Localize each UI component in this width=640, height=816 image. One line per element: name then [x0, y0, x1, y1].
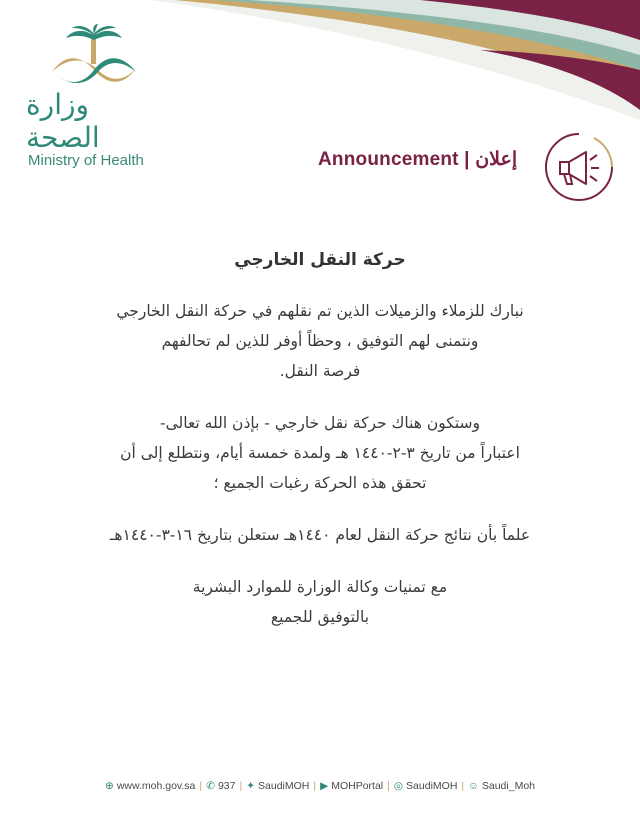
megaphone-icon	[542, 130, 616, 204]
paragraph-results-date	[40, 520, 600, 550]
footer-phone[interactable]	[206, 780, 235, 792]
footer-youtube-text: MOHPortal	[331, 780, 384, 792]
globe-icon: ⊕	[105, 780, 114, 792]
footer-website-text: www.moh.gov.sa	[116, 780, 196, 792]
footer-snapchat-text: Saudi_Moh	[481, 780, 535, 792]
footer-divider: |	[239, 780, 243, 792]
phone-icon: ✆	[206, 780, 215, 792]
logo-arabic-name: وزارة الصحة	[26, 88, 100, 154]
paragraph-line: علماً بأن نتائج حركة النقل لعام ١٤٤٠هـ ستعلن بتاريخ ١٦-٣-١٤٤٠هـ	[109, 526, 531, 544]
footer-twitter-text: SaudiMOH	[258, 780, 310, 792]
announcement-arabic: إعلان	[475, 149, 518, 170]
instagram-icon: ◎	[393, 780, 404, 792]
footer-divider: |	[199, 780, 203, 792]
footer-youtube[interactable]	[320, 780, 383, 792]
announcement-separator: |	[464, 149, 470, 170]
footer-phone-text: 937	[217, 780, 236, 792]
paragraph-line: مع تمنيات وكالة الوزارة للموارد البشرية	[192, 578, 448, 596]
footer-twitter[interactable]	[246, 780, 309, 792]
paragraph-closing	[40, 572, 600, 632]
paragraph-line: نبارك للزملاء والزميلات الذين تم نقلهم في حركة النقل الخارجي	[116, 302, 524, 320]
paragraph-line: ونتمنى لهم التوفيق ، وحظاً أوفر للذين لم تحالفهم	[161, 332, 479, 350]
paragraph-line: بالتوفيق للجميع	[270, 608, 370, 626]
snapchat-icon: ☺	[468, 780, 479, 792]
footer-divider: |	[461, 780, 465, 792]
palm-emblem-icon	[44, 24, 144, 88]
twitter-icon: ✦	[246, 780, 256, 792]
paragraph-line: وستكون هناك حركة نقل خارجي - بإذن الله تعالى-	[159, 414, 480, 432]
paragraph-line: اعتباراً من تاريخ ٣-٢-١٤٤٠ هـ ولمدة خمسة أيام، ونتطلع إلى أن	[120, 444, 520, 462]
document-title: حركة النقل الخارجي	[234, 250, 406, 270]
footer-divider: |	[387, 780, 390, 792]
paragraph-line: فرصة النقل.	[279, 362, 361, 380]
footer-contacts	[0, 780, 640, 792]
footer-divider: |	[313, 780, 317, 792]
moh-logo	[22, 24, 182, 169]
youtube-icon: ▶	[320, 780, 329, 792]
paragraph-line: تحقق هذه الحركة رغبات الجميع ؛	[213, 474, 427, 492]
announcement-body	[40, 250, 600, 654]
paragraph-congratulations	[40, 296, 600, 386]
announcement-english: Announcement	[318, 149, 459, 170]
announcement-label	[318, 148, 517, 171]
announcement-header	[312, 130, 618, 200]
footer-instagram-text: SaudiMOH	[406, 780, 458, 792]
footer-snapchat[interactable]	[468, 780, 535, 792]
footer-instagram[interactable]	[394, 780, 458, 792]
logo-english-name: Ministry of Health	[28, 152, 144, 169]
paragraph-new-transfer	[40, 408, 600, 498]
footer-website[interactable]	[105, 780, 195, 792]
